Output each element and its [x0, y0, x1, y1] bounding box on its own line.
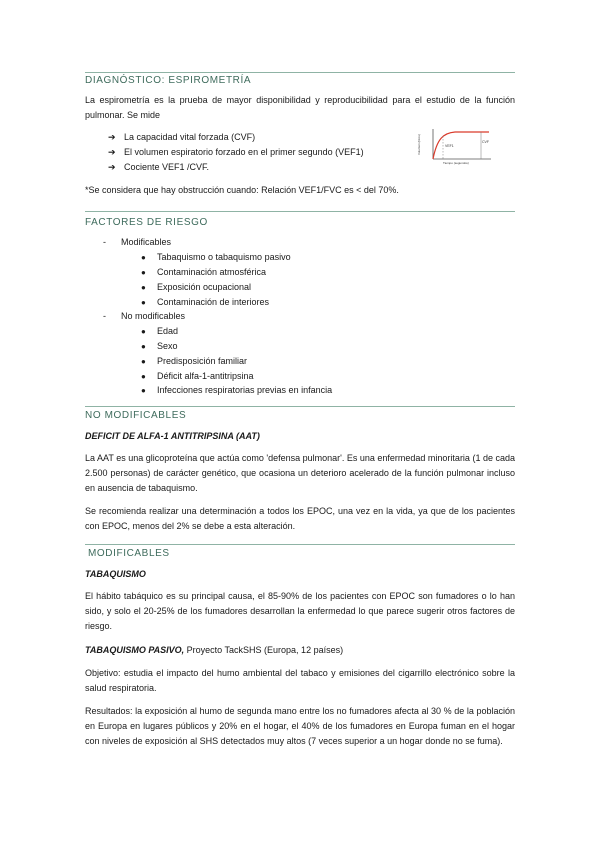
bullet-icon: ●	[141, 342, 146, 351]
list-item: ● Edad	[141, 326, 179, 336]
list-item: ● Sexo	[141, 341, 178, 351]
bullet-icon: ●	[141, 372, 146, 381]
list-item: ● Predisposición familiar	[141, 356, 248, 366]
list-item: ● Déficit alfa-1-antitripsina	[141, 371, 254, 381]
vef1-label: VEF1	[445, 144, 454, 148]
bullet-icon: ●	[141, 298, 146, 307]
arrow-icon: ➔	[108, 162, 116, 172]
objetivo-paragraph: Objetivo: estudia el impacto del humo ambiental del tabaco y emisiones del cigarrillo electrónico sobre la salud respiratoria.	[85, 668, 515, 693]
section-heading-modificables: MODIFICABLES	[88, 548, 170, 559]
chart-x-label: Tiempo (segundos)	[443, 161, 469, 165]
arrow-icon: ➔	[108, 132, 116, 142]
list-item: ➔ El volumen espiratorio forzado en el primer segundo (VEF1)	[108, 147, 364, 157]
arrow-icon: ➔	[108, 147, 116, 157]
subsection-title-aat: DEFICIT DE ALFA-1 ANTITRIPSINA (AAT)	[85, 431, 260, 441]
obstruction-note: *Se considera que hay obstrucción cuando: Relación VEF1/FVC es < del 70%.	[85, 185, 399, 195]
bullet-icon: ●	[141, 283, 146, 292]
subsection-title-tabaquismo: TABAQUISMO	[85, 569, 146, 579]
section-heading-no-modificables: NO MODIFICABLES	[85, 410, 187, 421]
list-item: ● Exposición ocupacional	[141, 282, 252, 292]
section-heading-espirometria: DIAGNÓSTICO: ESPIROMETRÍA	[85, 75, 252, 86]
list-item: ● Contaminación de interiores	[141, 297, 270, 307]
list-item: ● Contaminación atmosférica	[141, 267, 267, 277]
group-label: - No modificables	[103, 311, 186, 321]
tabaquismo-paragraph: El hábito tabáquico es su principal causa, el 85-90% de los pacientes con EPOC son fumadores o lo han sido, y solo el 20-25% de los fumadores desarrollan la enfermedad lo que parece sugerir otros factores de riesgo.	[85, 591, 515, 631]
list-item: ● Tabaquismo o tabaquismo pasivo	[141, 252, 291, 262]
bullet-icon: ●	[141, 268, 146, 277]
section-heading-factores: FACTORES DE RIESGO	[85, 217, 208, 228]
cvf-label: CVF	[482, 140, 489, 144]
list-item: ● Infecciones respiratorias previas en infancia	[141, 385, 333, 395]
section-rule	[85, 544, 515, 545]
bullet-icon: ●	[141, 253, 146, 262]
section-rule	[85, 72, 515, 73]
section-rule	[85, 211, 515, 212]
list-item: ➔ Cociente VEF1 /CVF.	[108, 162, 210, 172]
resultados-paragraph: Resultados: la exposición al humo de segunda mano entre los no fumadores afecta al 30 % de la población en Europa en lugares públicos y 20% en el hogar, el 40% de los fumadores en Europa fuman en el hogar con niveles de exposición al SHS detectados muy altos (7 veces superior a un hogar donde no se fuma).	[85, 706, 515, 746]
group-label: - Modificables	[103, 237, 172, 247]
bullet-icon: ●	[141, 386, 146, 395]
list-item: ➔ La capacidad vital forzada (CVF)	[108, 132, 256, 142]
bullet-icon: ●	[141, 327, 146, 336]
subsection-title-pasivo: TABAQUISMO PASIVO, Proyecto TackSHS (Europa, 12 países)	[85, 645, 344, 655]
section-rule	[85, 406, 515, 407]
espirometria-intro: La espirometría es la prueba de mayor disponibilidad y reproducibilidad para el estudio de la función pulmonar. Se mide	[85, 95, 515, 120]
bullet-icon: ●	[141, 357, 146, 366]
spirometry-curve	[433, 132, 489, 159]
chart-y-label: Volumen (litros)	[417, 134, 421, 155]
spirometry-curve-figure	[415, 125, 495, 165]
aat-paragraph-2: Se recomienda realizar una determinación a todos los EPOC, una vez en la vida, ya que de los pacientes con EPOC, menos del 2% se debe a esta alteración.	[85, 506, 515, 531]
aat-paragraph-1: La AAT es una glicoproteína que actúa como 'defensa pulmonar'. Es una enfermedad minoritaria (1 de cada 2.500 personas) de carácter genético, que ocasiona un deterioro acelerado de la función pulmonar incluso en ausencia de tabaquismo.	[85, 453, 515, 493]
